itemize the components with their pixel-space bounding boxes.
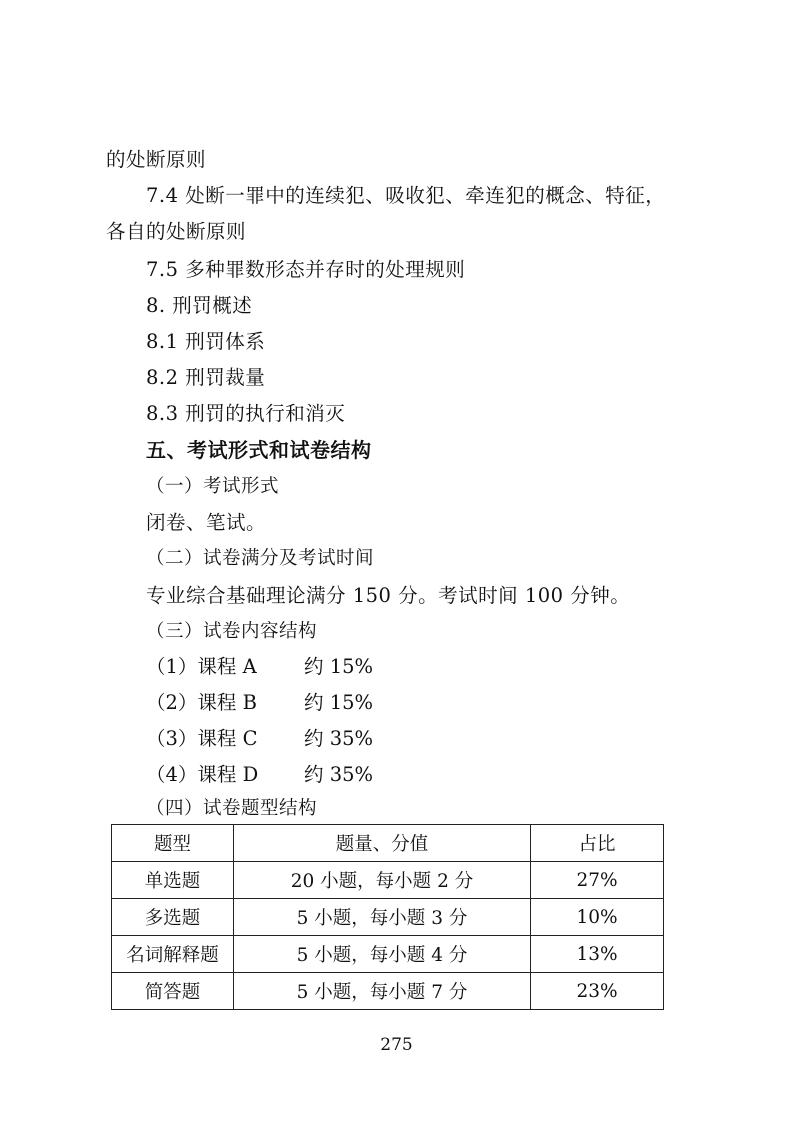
- course-item: [146, 763, 374, 787]
- table-cell: 单选题: [112, 862, 234, 899]
- text-line: 专业综合基础理论满分 150 分。考试时间 100 分钟。: [146, 584, 631, 607]
- subsection-heading: （一）考试形式: [146, 476, 280, 497]
- subsection-heading: （三）试卷内容结构: [146, 621, 318, 642]
- course-percent: 约 15%: [304, 691, 374, 714]
- page-number: 275: [380, 1035, 413, 1055]
- text-line: 7.4 处断一罪中的连续犯、吸收犯、牵连犯的概念、特征，: [146, 184, 666, 207]
- text-line: 8.3 刑罚的执行和消灭: [146, 402, 346, 425]
- table-cell: 10%: [531, 899, 664, 936]
- question-type-table: [111, 824, 664, 1010]
- table-row: [112, 936, 664, 973]
- table-cell: 13%: [531, 936, 664, 973]
- course-label: （4）课程 D: [146, 763, 259, 786]
- text-line: 8.1 刑罚体系: [146, 330, 266, 353]
- table-row: [112, 862, 664, 899]
- table-cell: 5 小题，每小题 4 分: [234, 936, 531, 973]
- course-label: （1）课程 A: [146, 655, 257, 678]
- course-label: （3）课程 C: [146, 727, 258, 750]
- text-line: 的处断原则: [106, 148, 207, 171]
- course-item: [146, 727, 374, 751]
- table-cell: 简答题: [112, 973, 234, 1010]
- table-cell: 5 小题，每小题 3 分: [234, 899, 531, 936]
- subsection-heading: （二）试卷满分及考试时间: [146, 548, 375, 569]
- text-line: 8.2 刑罚裁量: [146, 366, 266, 389]
- table-header-cell: 题量、分值: [234, 825, 531, 862]
- text-line: 8. 刑罚概述: [146, 294, 253, 317]
- table-row: [112, 899, 664, 936]
- text-line: 7.5 多种罪数形态并存时的处理规则: [146, 258, 466, 281]
- section-heading: 五、考试形式和试卷结构: [146, 438, 372, 462]
- table-header-cell: 题型: [112, 825, 234, 862]
- subsection-heading: （四）试卷题型结构: [146, 798, 318, 819]
- text-line: 各自的处断原则: [106, 220, 247, 243]
- table-row: [112, 973, 664, 1010]
- course-item: [146, 655, 374, 679]
- table-header-cell: 占比: [531, 825, 664, 862]
- course-percent: 约 35%: [304, 763, 374, 786]
- course-label: （2）课程 B: [146, 691, 257, 714]
- course-percent: 约 15%: [304, 655, 374, 678]
- table-cell: 多选题: [112, 899, 234, 936]
- table-header-row: [112, 825, 664, 862]
- course-percent: 约 35%: [304, 727, 374, 750]
- table-cell: 23%: [531, 973, 664, 1010]
- table-cell: 27%: [531, 862, 664, 899]
- text-line: 闭卷、笔试。: [146, 511, 267, 534]
- table-cell: 20 小题，每小题 2 分: [234, 862, 531, 899]
- table-cell: 5 小题，每小题 7 分: [234, 973, 531, 1010]
- table-cell: 名词解释题: [112, 936, 234, 973]
- course-item: [146, 691, 374, 715]
